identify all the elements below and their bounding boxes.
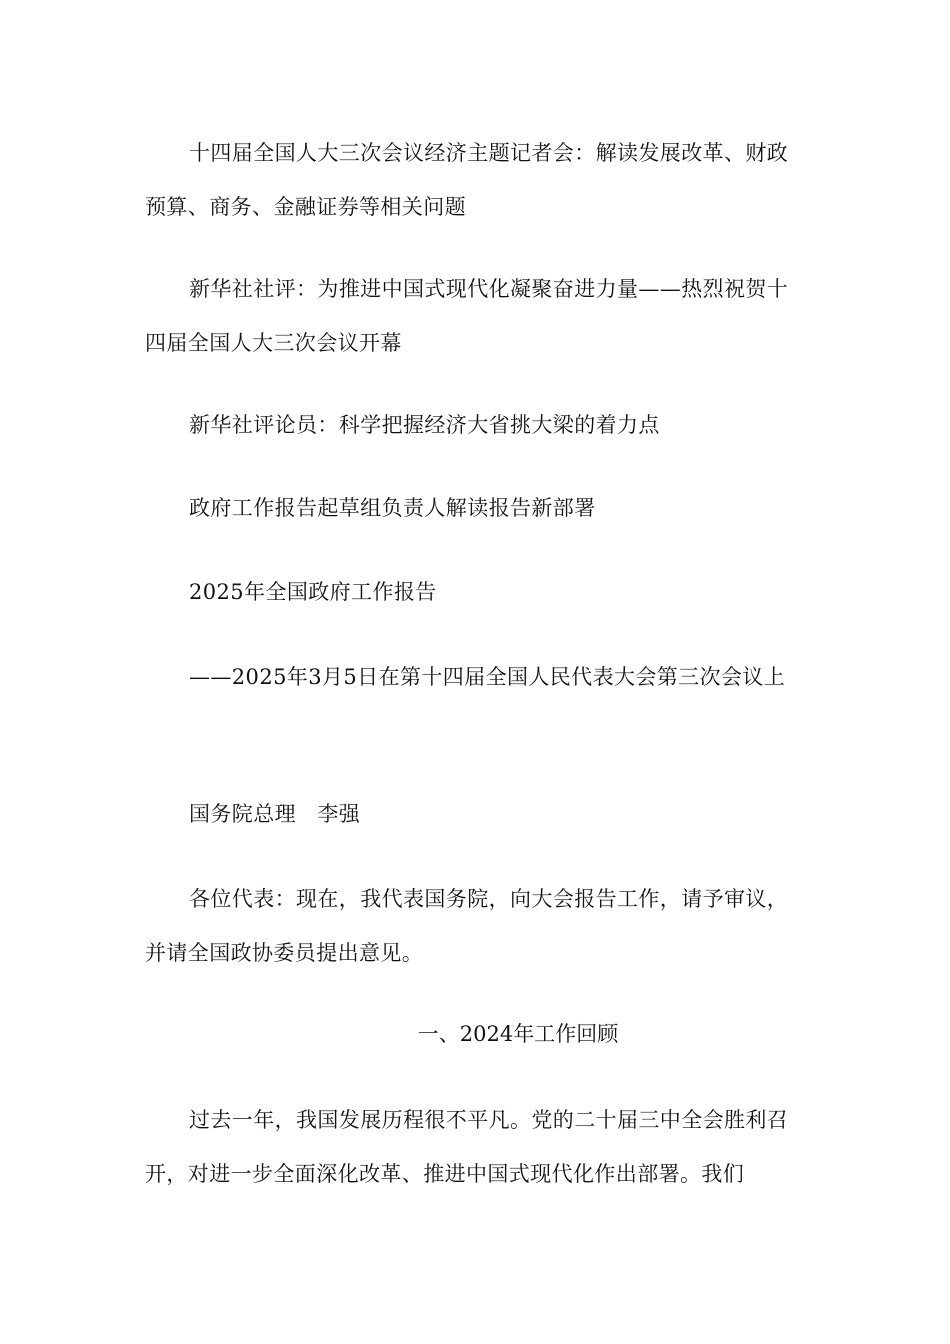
paragraph-opening: 各位代表：现在，我代表国务院，向大会报告工作，请予审议，并请全国政协委员提出意见。 <box>145 887 789 965</box>
section-heading: 一、2024年工作回顾 <box>417 1022 619 1046</box>
paragraph-drafting-group: 政府工作报告起草组负责人解读报告新部署 <box>189 496 596 520</box>
paragraph-press-conference: 十四届全国人大三次会议经济主题记者会：解读发展改革、财政预算、商务、金融证券等相关问题 <box>145 141 789 219</box>
paragraph-report-title: 2025年全国政府工作报告 <box>189 580 437 604</box>
paragraph-body: 过去一年，我国发展历程很不平凡。党的二十届三中全会胜利召开，对进一步全面深化改革、推进中国式现代化作出部署。我们 <box>145 1108 789 1186</box>
paragraph-xinhua-editorial: 新华社社评：为推进中国式现代化凝聚奋进力量——热烈祝贺十四届全国人大三次会议开幕 <box>145 277 789 355</box>
paragraph-xinhua-commentator: 新华社评论员：科学把握经济大省挑大梁的着力点 <box>189 413 660 437</box>
paragraph-report-subtitle: ——2025年3月5日在第十四届全国人民代表大会第三次会议上 <box>189 665 786 689</box>
paragraph-author: 国务院总理 李强 <box>189 802 361 826</box>
